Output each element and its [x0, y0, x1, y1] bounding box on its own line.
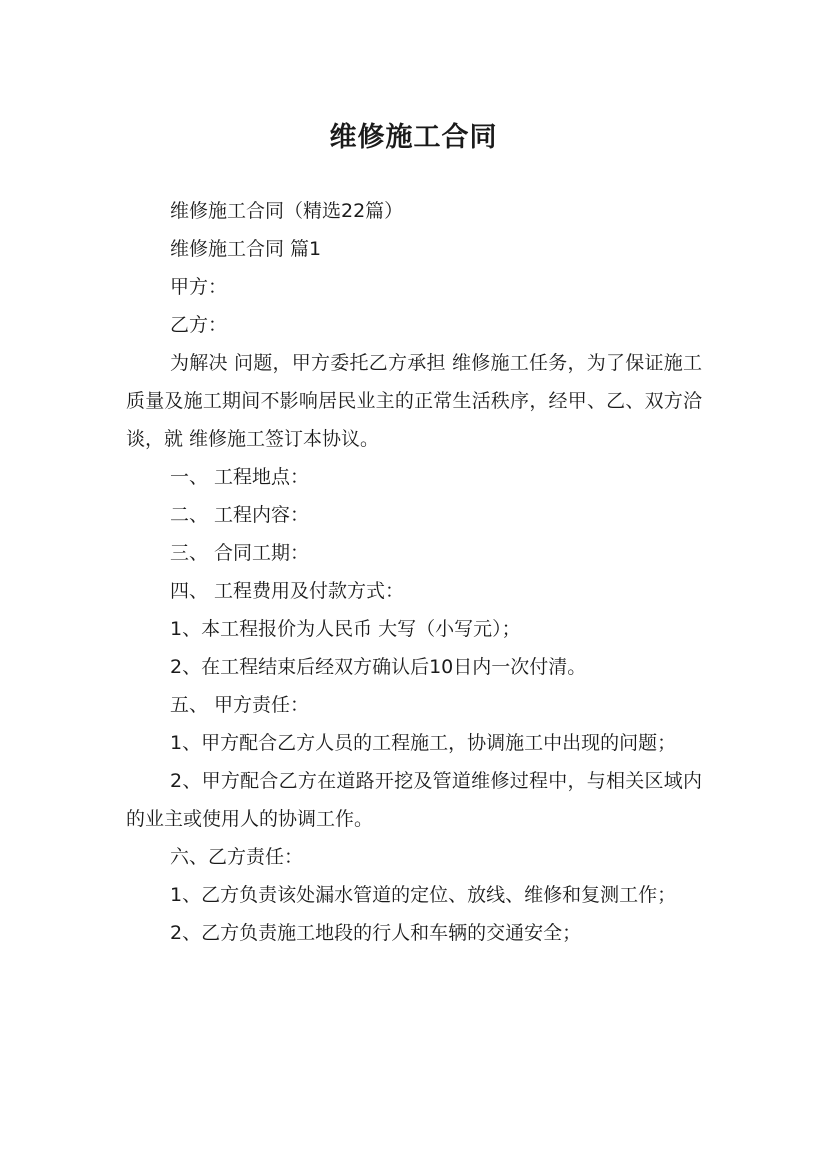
paragraph-clause-6: 六、乙方责任： [170, 846, 304, 868]
paragraph-clause-2: 二、 工程内容： [170, 504, 310, 526]
paragraph-clause-6-item-1: 1、乙方负责该处漏水管道的定位、放线、维修和复测工作； [170, 884, 677, 906]
document-body [126, 192, 702, 952]
paragraph-clause-6-item-2: 2、乙方负责施工地段的行人和车辆的交通安全； [170, 922, 582, 944]
paragraph-subtitle: 维修施工合同（精选22篇） [170, 200, 404, 222]
paragraph-intro: 为解决 问题，甲方委托乙方承担 维修施工任务，为了保证施工质量及施工期间不影响居民业主的正常生活秩序，经甲、乙、双方洽谈，就 维修施工签订本协议。 [126, 352, 702, 450]
paragraph-party-a: 甲方： [170, 276, 228, 298]
document-title: 维修施工合同 [329, 122, 498, 154]
paragraph-clause-4-item-2: 2、在工程结束后经双方确认后10日内一次付清。 [170, 656, 587, 678]
paragraph-section-heading: 维修施工合同 篇1 [170, 238, 322, 260]
paragraph-clause-4: 四、 工程费用及付款方式： [170, 580, 405, 602]
paragraph-clause-1: 一、 工程地点： [170, 466, 310, 488]
paragraph-clause-3: 三、 合同工期： [170, 542, 310, 564]
paragraph-clause-5: 五、 甲方责任： [170, 694, 310, 716]
paragraph-clause-5-item-2: 2、甲方配合乙方在道路开挖及管道维修过程中，与相关区域内的业主或使用人的协调工作。 [126, 770, 702, 830]
paragraph-clause-5-item-1: 1、甲方配合乙方人员的工程施工，协调施工中出现的问题； [170, 732, 677, 754]
paragraph-party-b: 乙方： [170, 314, 228, 336]
paragraph-clause-4-item-1: 1、本工程报价为人民币 大写（小写元）； [170, 618, 521, 640]
